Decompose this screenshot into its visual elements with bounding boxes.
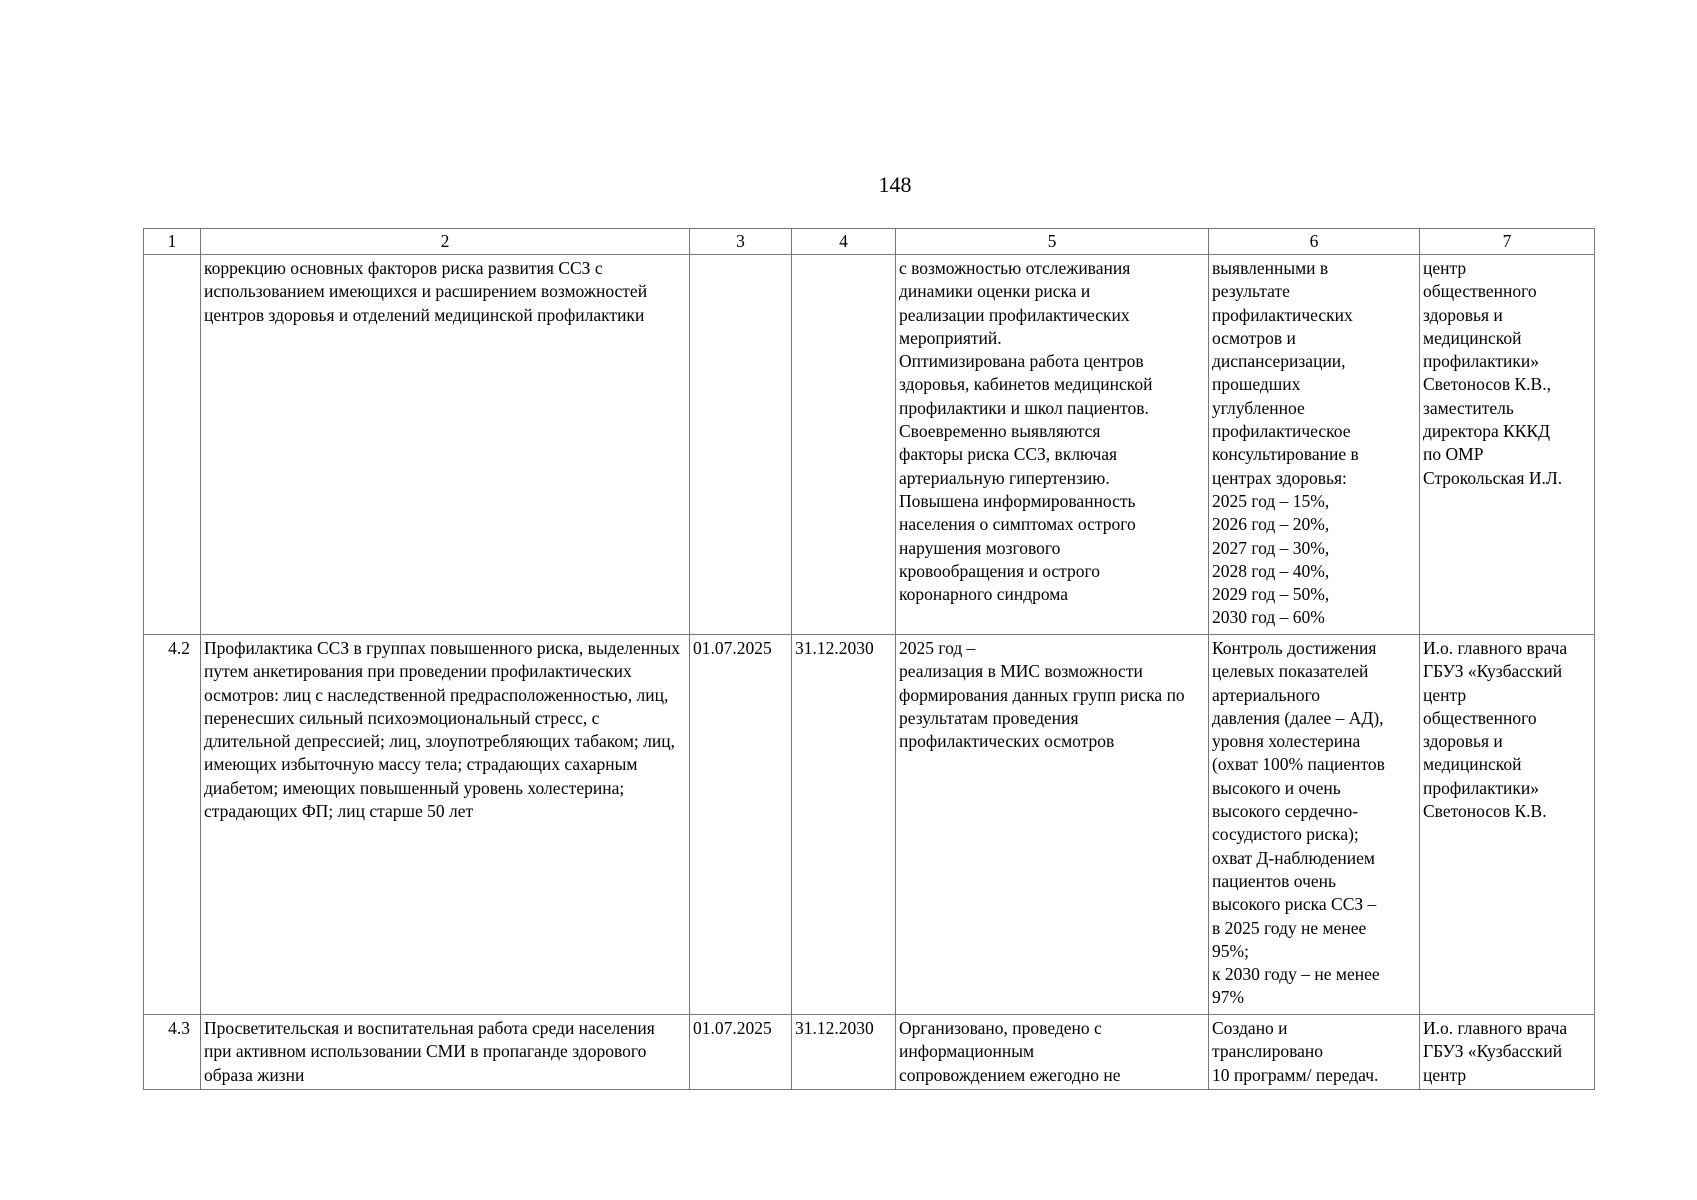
row-number: 4.2 [144,635,201,1015]
end-date-cell: 31.12.2030 [792,635,896,1015]
result-cell: Организовано, проведено с информационным сопровождением ежегодно не [896,1015,1209,1090]
start-date-cell [690,255,792,635]
start-date-cell: 01.07.2025 [690,1015,792,1090]
activity-cell: коррекцию основных факторов риска развития ССЗ с использованием имеющихся и расширением возможностей центров здоровья и отделений медицинской профилактики [201,255,690,635]
column-header: 3 [690,229,792,255]
end-date-cell: 31.12.2030 [792,1015,896,1090]
column-header: 7 [1420,229,1595,255]
column-header: 1 [144,229,201,255]
column-number-row [144,229,1595,255]
indicator-cell: выявленными в результате профилактических осмотров и диспансеризации, прошедших углубленное профилактическое консультирование в центрах здоровья: 2025 год – 15%, 2026 год – 20%, 2027 год – 30%, 2028 год – 40%, 2029 год – 50%, 2030 год – 60% [1209,255,1420,635]
start-date-cell: 01.07.2025 [690,635,792,1015]
column-header: 5 [896,229,1209,255]
row-number: 4.3 [144,1015,201,1090]
responsible-cell: И.о. главного врача ГБУЗ «Кузбасский центр [1420,1015,1595,1090]
indicator-cell: Контроль достижения целевых показателей артериального давления (далее – АД), уровня холестерина (охват 100% пациентов высокого и очень высокого сердечно- сосудистого риска); охват Д-наблюдением пациентов очень высокого риска ССЗ – в 2025 году не менее 95%; к 2030 году – не менее 97% [1209,635,1420,1015]
end-date-cell [792,255,896,635]
result-cell: 2025 год – реализация в МИС возможности формирования данных групп риска по результатам проведения профилактических осмотров [896,635,1209,1015]
column-header: 2 [201,229,690,255]
table-row [144,635,1595,1015]
responsible-cell: И.о. главного врача ГБУЗ «Кузбасский центр общественного здоровья и медицинской профилактики» Светоносов К.В. [1420,635,1595,1015]
result-cell: с возможностью отслеживания динамики оценки риска и реализации профилактических мероприятий. Оптимизирована работа центров здоровья, кабинетов медицинской профилактики и школ пациентов. Своевременно выявляются факторы риска ССЗ, включая артериальную гипертензию. Повышена информированность населения о симптомах острого нарушения мозгового кровообращения и острого коронарного синдрома [896,255,1209,635]
plan-table [143,228,1595,1090]
column-header: 6 [1209,229,1420,255]
responsible-cell: центр общественного здоровья и медицинской профилактики» Светоносов К.В., заместитель директора КККД по ОМР Строкольская И.Л. [1420,255,1595,635]
column-header: 4 [792,229,896,255]
page-number: 148 [878,172,912,197]
activity-cell: Просветительская и воспитательная работа среди населения при активном использовании СМИ в пропаганде здорового образа жизни [201,1015,690,1090]
row-number [144,255,201,635]
indicator-cell: Создано и транслировано 10 программ/ передач. [1209,1015,1420,1090]
activity-cell: Профилактика ССЗ в группах повышенного риска, выделенных путем анкетирования при проведении профилактических осмотров: лиц с наследственной предрасположенностью, лиц, перенесших сильный психоэмоциональный стресс, с длительной депрессией; лиц, злоупотребляющих табаком; лиц, имеющих избыточную массу тела; страдающих сахарным диабетом; имеющих повышенный уровень холестерина; страдающих ФП; лиц старше 50 лет [201,635,690,1015]
table-row [144,1015,1595,1090]
table-row [144,255,1595,635]
